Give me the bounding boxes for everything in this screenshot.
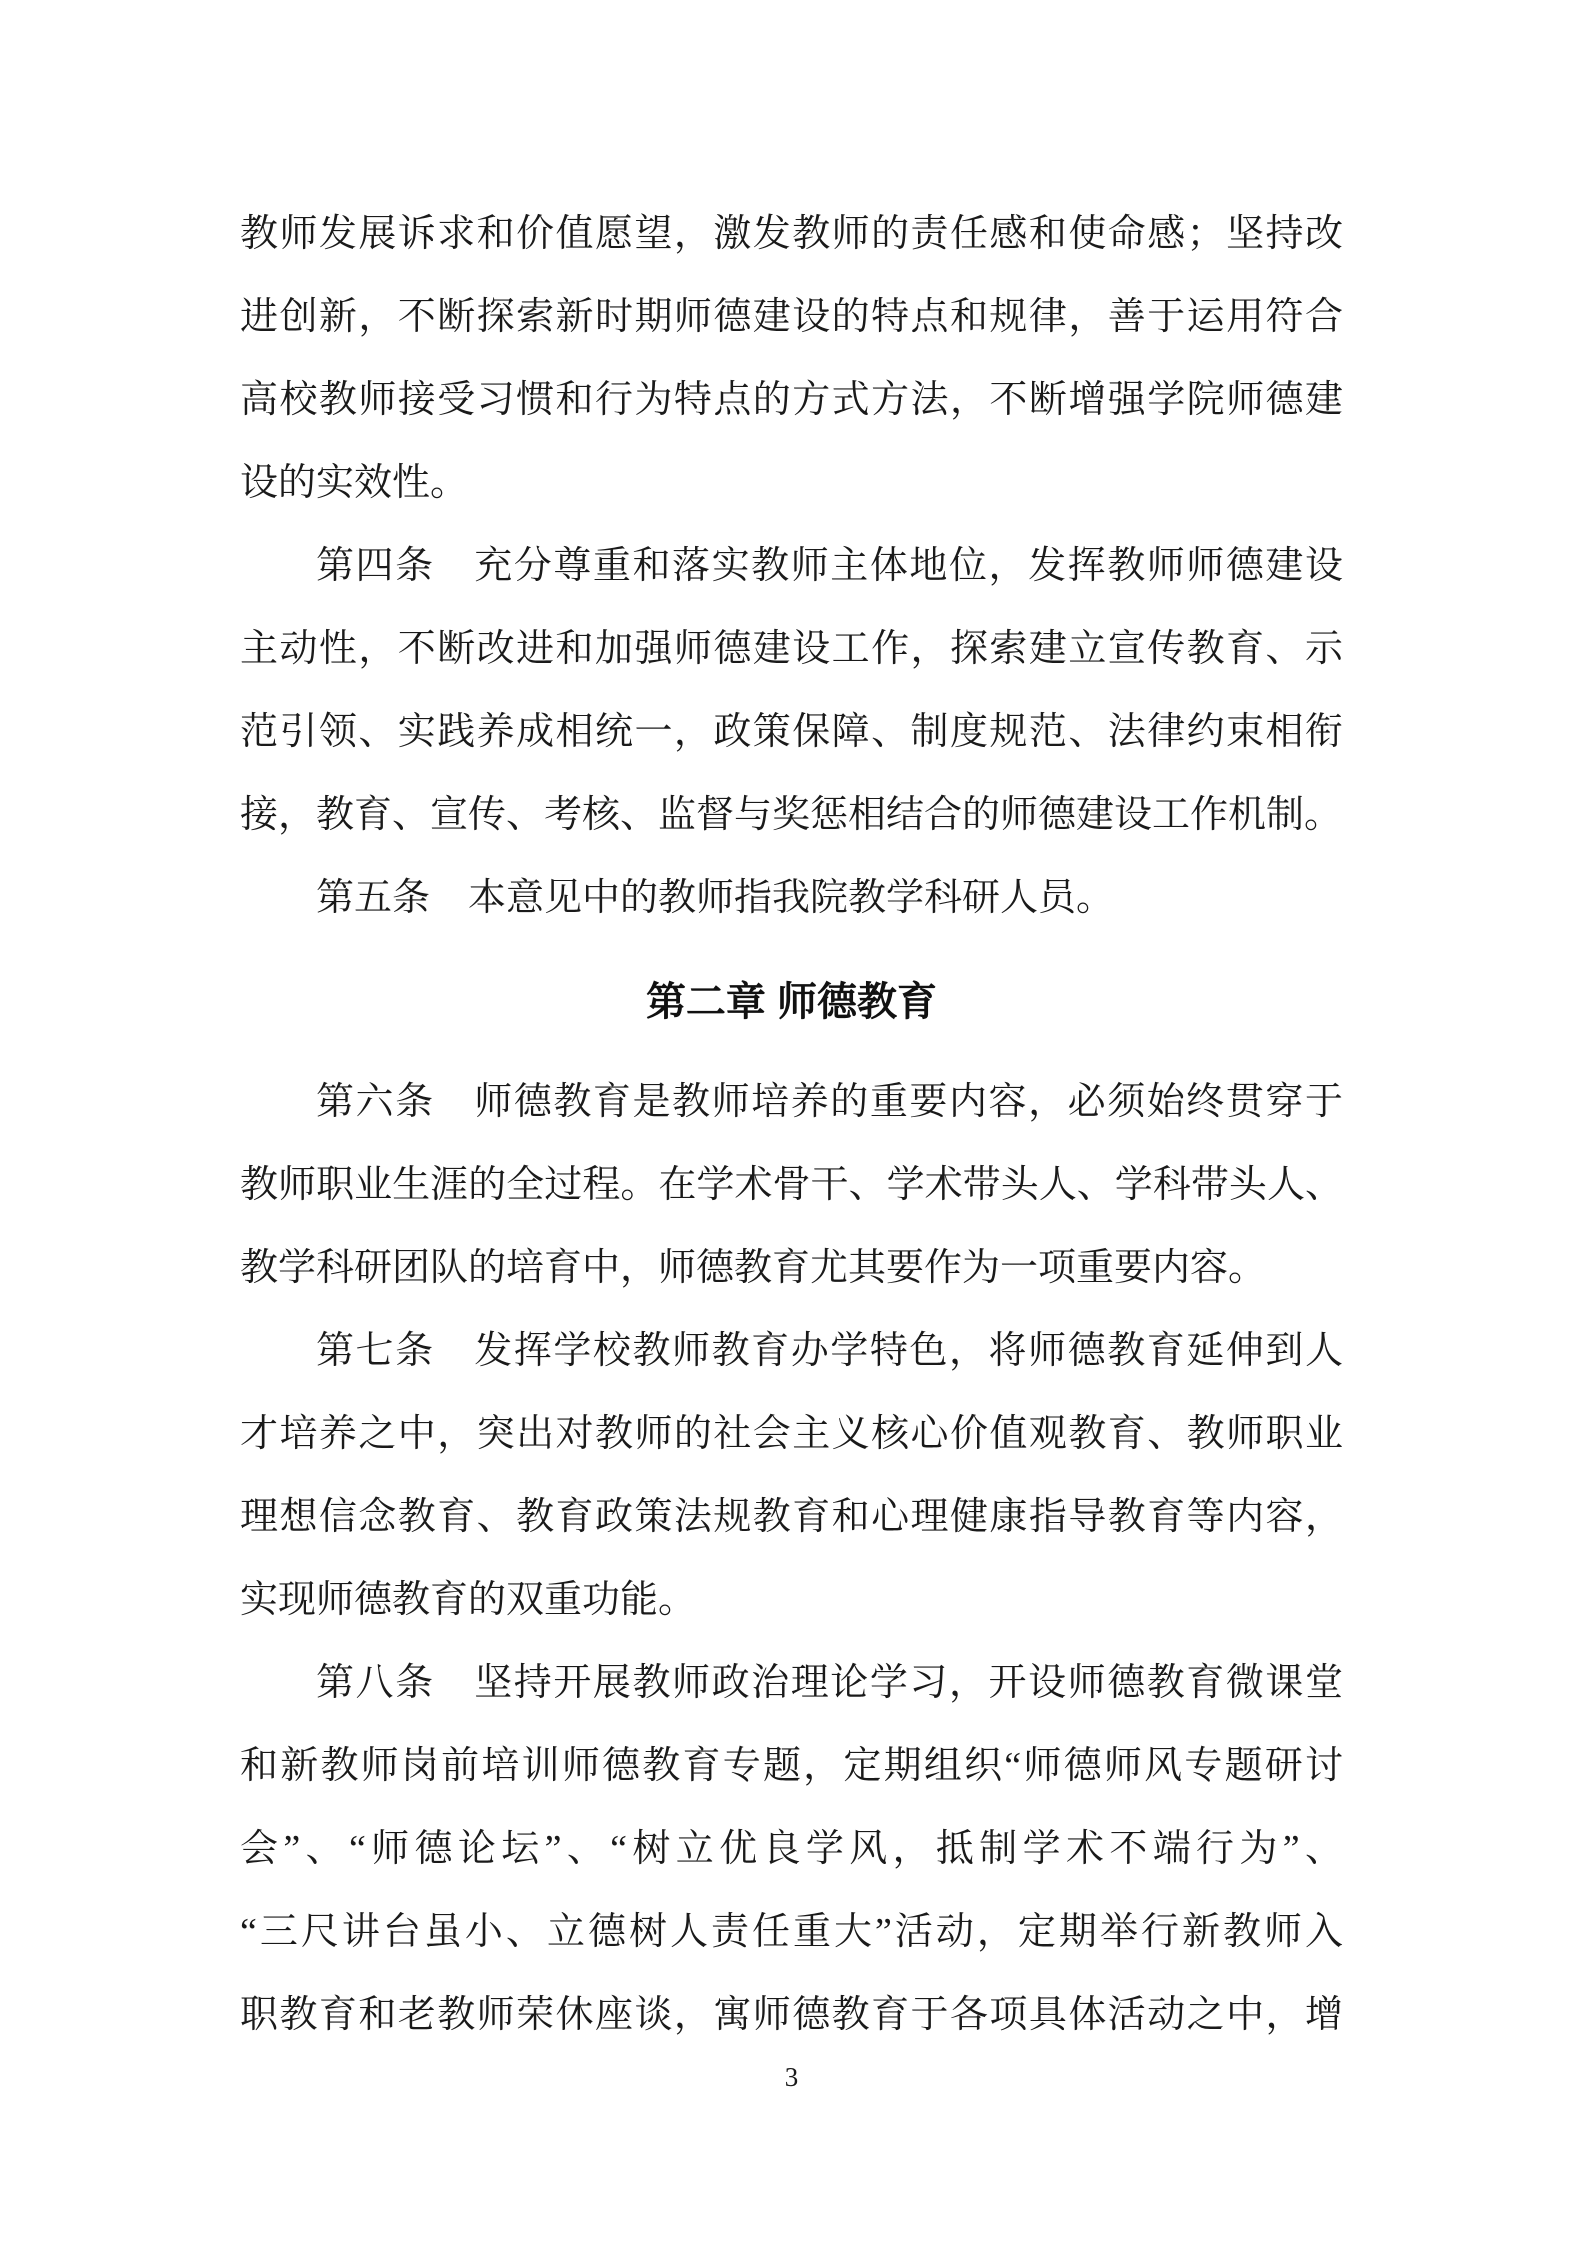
text-line: 高校教师接受习惯和行为特点的方式方法，不断增强学院师德建 [240,379,1343,421]
text-line: 教学科研团队的培育中，师德教育尤其要作为一项重要内容。 [240,1247,1267,1289]
paragraph-article-8 [240,1642,1343,2057]
paragraph-article-7 [240,1310,1343,1642]
paragraph-article-5 [240,857,1343,940]
text-line: 进创新，不断探索新时期师德建设的特点和规律，善于运用符合 [240,296,1343,338]
text-line: 主动性，不断改进和加强师德建设工作，探索建立宣传教育、示 [240,628,1343,670]
text-line: 教师发展诉求和价值愿望，激发教师的责任感和使命感；坚持改 [240,213,1343,255]
text-line: 第四条 充分尊重和落实教师主体地位，发挥教师师德建设 [316,545,1343,587]
text-line: 理想信念教育、教育政策法规教育和心理健康指导教育等内容， [240,1496,1343,1538]
text-line: 才培养之中，突出对教师的社会主义核心价值观教育、教师职业 [240,1413,1343,1455]
text-line: 会”、“师德论坛”、“树立优良学风，抵制学术不端行为”、 [240,1828,1343,1870]
text-line: 第八条 坚持开展教师政治理论学习，开设师德教育微课堂 [316,1662,1343,1704]
text-line: 教师职业生涯的全过程。在学术骨干、学术带头人、学科带头人、 [240,1164,1343,1206]
paragraph-intro-continuation [240,193,1343,525]
text-line: 第五条 本意见中的教师指我院教学科研人员。 [316,877,1115,919]
text-line: 设的实效性。 [240,462,469,504]
text-line: 职教育和老教师荣休座谈，寓师德教育于各项具体活动之中，增 [240,1994,1343,2036]
text-line: “三尺讲台虽小、立德树人责任重大”活动，定期举行新教师入 [240,1911,1343,1953]
document-body [240,193,1343,2057]
paragraph-article-6 [240,1061,1343,1310]
text-line: 接，教育、宣传、考核、监督与奖惩相结合的师德建设工作机制。 [240,794,1343,836]
text-line: 范引领、实践养成相统一，政策保障、制度规范、法律约束相衔 [240,711,1343,753]
chapter-2-heading: 第二章 师德教育 [645,980,938,1024]
text-line: 第六条 师德教育是教师培养的重要内容，必须始终贯穿于 [316,1081,1343,1123]
paragraph-article-4 [240,525,1343,857]
text-line: 和新教师岗前培训师德教育专题，定期组织“师德师风专题研讨 [240,1745,1343,1787]
text-line: 第七条 发挥学校教师教育办学特色，将师德教育延伸到人 [316,1330,1343,1372]
page-number: 3 [784,2062,799,2092]
text-line: 实现师德教育的双重功能。 [240,1579,697,1621]
